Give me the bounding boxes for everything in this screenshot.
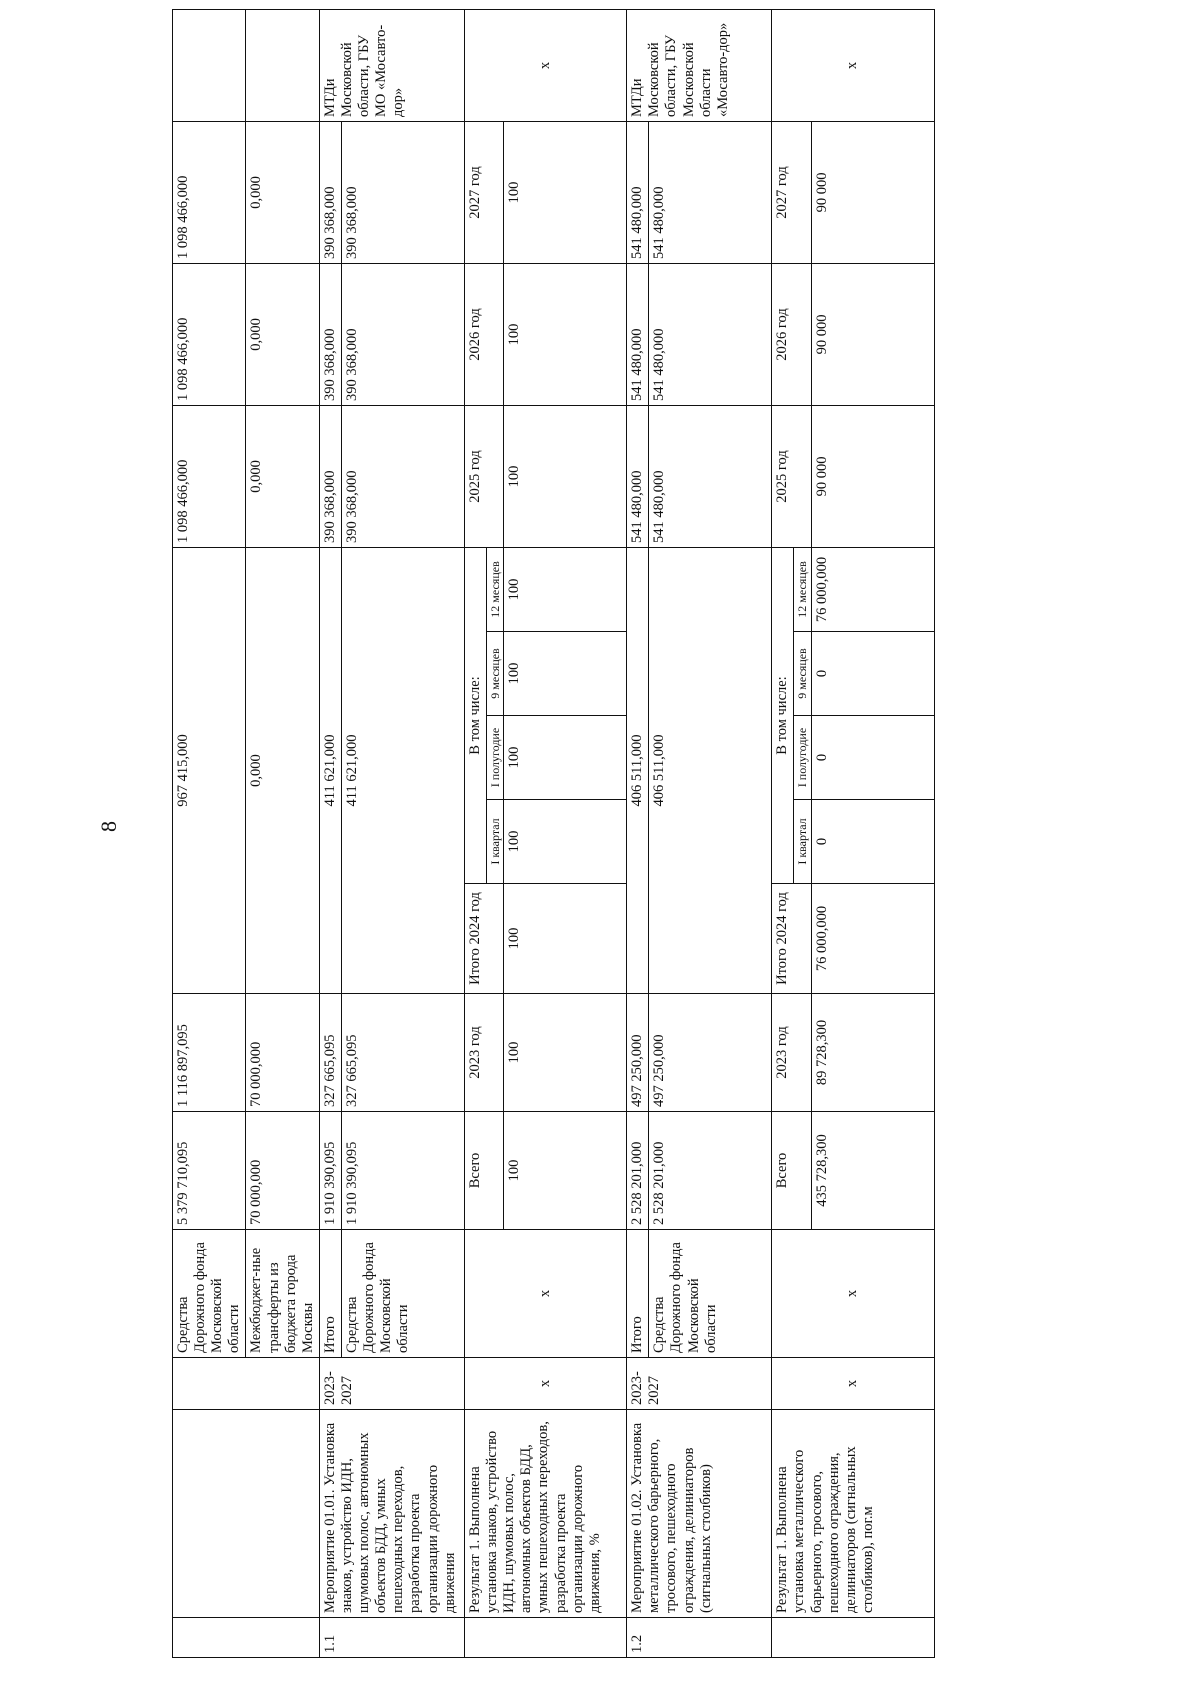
value-cell: 390 368,000 bbox=[341, 263, 464, 405]
source-label: Средства Дорожного фонда Московской области bbox=[649, 1230, 772, 1358]
x-mark: x bbox=[464, 1358, 626, 1410]
header-2026: 2026 год bbox=[772, 263, 811, 405]
header-12m: 12 месяцев bbox=[487, 547, 504, 631]
value-cell: 541 480,000 bbox=[649, 263, 772, 405]
x-mark: x bbox=[772, 9, 934, 121]
period: 2023-2027 bbox=[627, 1358, 772, 1410]
table-row bbox=[772, 9, 794, 1657]
table-row bbox=[319, 9, 341, 1657]
value-cell: 89 728,300 bbox=[811, 994, 934, 1112]
value-cell: 100 bbox=[504, 632, 627, 716]
value-cell: 76 000,000 bbox=[811, 884, 934, 994]
table-row bbox=[173, 9, 246, 1657]
table-row bbox=[627, 9, 649, 1657]
header-including: В том числе: bbox=[772, 547, 794, 883]
value-cell: 100 bbox=[504, 405, 627, 547]
value-cell: 1 098 466,000 bbox=[173, 121, 246, 263]
x-mark: x bbox=[772, 1230, 934, 1358]
value-cell: 90 000 bbox=[811, 121, 934, 263]
value-cell: 2 528 201,000 bbox=[627, 1112, 649, 1230]
x-mark: x bbox=[464, 9, 626, 121]
value-cell: 1 098 466,000 bbox=[173, 263, 246, 405]
value-cell: 0,000 bbox=[246, 121, 319, 263]
header-h1: I полугодие bbox=[487, 716, 504, 800]
header-9m: 9 месяцев bbox=[487, 632, 504, 716]
header-2027: 2027 год bbox=[464, 121, 503, 263]
value-cell: 5 379 710,095 bbox=[173, 1112, 246, 1230]
header-2024-total: Итого 2024 год bbox=[464, 884, 503, 994]
empty-cell bbox=[246, 9, 319, 121]
value-cell: 100 bbox=[504, 716, 627, 800]
x-mark: x bbox=[772, 1358, 934, 1410]
header-2025: 2025 год bbox=[464, 405, 503, 547]
value-cell: 0,000 bbox=[246, 263, 319, 405]
value-cell: 390 368,000 bbox=[319, 263, 341, 405]
value-cell: 1 116 897,095 bbox=[173, 994, 246, 1112]
result-name: Результат 1. Выполнена установка металлического барьерного, тросового, пешеходного ограждения, делиниаторов (сигнальных столбиков), пог.м bbox=[772, 1410, 934, 1618]
value-cell: 541 480,000 bbox=[627, 121, 649, 263]
period: 2023-2027 bbox=[319, 1358, 464, 1410]
page-number: 8 bbox=[96, 821, 121, 832]
value-cell: 100 bbox=[504, 547, 627, 631]
value-cell: 1 910 390,095 bbox=[319, 1112, 341, 1230]
value-cell: 1 910 390,095 bbox=[341, 1112, 464, 1230]
header-9m: 9 месяцев bbox=[794, 632, 811, 716]
value-cell: 390 368,000 bbox=[319, 405, 341, 547]
value-cell: 70 000,000 bbox=[246, 1112, 319, 1230]
value-cell: 406 511,000 bbox=[649, 547, 772, 993]
source-label: Итого bbox=[627, 1230, 649, 1358]
value-cell: 0 bbox=[811, 800, 934, 884]
header-including: В том числе: bbox=[464, 547, 486, 883]
header-2024-total: Итого 2024 год bbox=[772, 884, 811, 994]
value-cell: 327 665,095 bbox=[341, 994, 464, 1112]
value-cell: 100 bbox=[504, 121, 627, 263]
value-cell: 100 bbox=[504, 263, 627, 405]
value-cell: 2 528 201,000 bbox=[649, 1112, 772, 1230]
header-q1: I квартал bbox=[794, 800, 811, 884]
value-cell: 390 368,000 bbox=[319, 121, 341, 263]
header-q1: I квартал bbox=[487, 800, 504, 884]
measure-name: Мероприятие 01.02. Установка металлического барьерного, тросового, пешеходного ограждения, делиниаторов (сигнальных столбиков) bbox=[627, 1410, 772, 1618]
value-cell: 0,000 bbox=[246, 547, 319, 993]
value-cell: 70 000,000 bbox=[246, 994, 319, 1112]
header-2025: 2025 год bbox=[772, 405, 811, 547]
source-label: Средства Дорожного фонда Московской области bbox=[173, 1230, 246, 1358]
table-row bbox=[464, 9, 486, 1657]
value-cell: 100 bbox=[504, 800, 627, 884]
value-cell: 90 000 bbox=[811, 263, 934, 405]
value-cell: 497 250,000 bbox=[627, 994, 649, 1112]
header-2027: 2027 год bbox=[772, 121, 811, 263]
empty-cell bbox=[173, 9, 246, 121]
value-cell: 541 480,000 bbox=[627, 263, 649, 405]
value-cell: 406 511,000 bbox=[627, 547, 649, 993]
value-cell: 0,000 bbox=[246, 405, 319, 547]
header-12m: 12 месяцев bbox=[794, 547, 811, 631]
value-cell: 390 368,000 bbox=[341, 121, 464, 263]
value-cell: 541 480,000 bbox=[627, 405, 649, 547]
empty-cell bbox=[772, 1618, 934, 1658]
value-cell: 90 000 bbox=[811, 405, 934, 547]
value-cell: 0 bbox=[811, 716, 934, 800]
empty-cell bbox=[173, 1618, 320, 1658]
value-cell: 0 bbox=[811, 632, 934, 716]
value-cell: 435 728,300 bbox=[811, 1112, 934, 1230]
value-cell: 76 000,000 bbox=[811, 547, 934, 631]
empty-cell bbox=[173, 1410, 320, 1618]
value-cell: 1 098 466,000 bbox=[173, 405, 246, 547]
row-number: 1.1 bbox=[319, 1618, 464, 1658]
value-cell: 967 415,000 bbox=[173, 547, 246, 993]
value-cell: 390 368,000 bbox=[341, 405, 464, 547]
budget-table bbox=[172, 9, 935, 1658]
empty-cell bbox=[173, 1358, 320, 1410]
header-2026: 2026 год bbox=[464, 263, 503, 405]
source-label: Средства Дорожного фонда Московской области bbox=[341, 1230, 464, 1358]
value-cell: 100 bbox=[504, 1112, 627, 1230]
value-cell: 497 250,000 bbox=[649, 994, 772, 1112]
header-2023: 2023 год bbox=[772, 994, 811, 1112]
source-label: Итого bbox=[319, 1230, 341, 1358]
value-cell: 541 480,000 bbox=[649, 121, 772, 263]
value-cell: 100 bbox=[504, 994, 627, 1112]
executor: МТДи Московской области, ГБУ МО «Мосавто-дор» bbox=[319, 9, 464, 121]
measure-name: Мероприятие 01.01. Установка знаков, устройство ИДН, шумовых полос, автономных объектов БДД, умных пешеходных переходов, разработка проекта организации дорожного движения bbox=[319, 1410, 464, 1618]
x-mark: x bbox=[464, 1230, 626, 1358]
value-cell: 411 621,000 bbox=[319, 547, 341, 993]
rotated-table-container bbox=[172, 10, 1192, 1658]
header-h1: I полугодие bbox=[794, 716, 811, 800]
source-label: Межбюджет-ные трансферты из бюджета города Москвы bbox=[246, 1230, 319, 1358]
empty-cell bbox=[464, 1618, 626, 1658]
value-cell: 100 bbox=[504, 884, 627, 994]
header-all: Всего bbox=[464, 1112, 503, 1230]
result-name: Результат 1. Выполнена установка знаков, устройство ИДН, шумовых полос, автономных объектов БДД, умных пешеходных переходов, разработка проекта организации дорожного движения, % bbox=[464, 1410, 626, 1618]
header-2023: 2023 год bbox=[464, 994, 503, 1112]
value-cell: 541 480,000 bbox=[649, 405, 772, 547]
value-cell: 411 621,000 bbox=[341, 547, 464, 993]
executor: МТДи Московской области, ГБУ Московской области «Мосавто-дор» bbox=[627, 9, 772, 121]
row-number: 1.2 bbox=[627, 1618, 772, 1658]
header-all: Всего bbox=[772, 1112, 811, 1230]
value-cell: 327 665,095 bbox=[319, 994, 341, 1112]
